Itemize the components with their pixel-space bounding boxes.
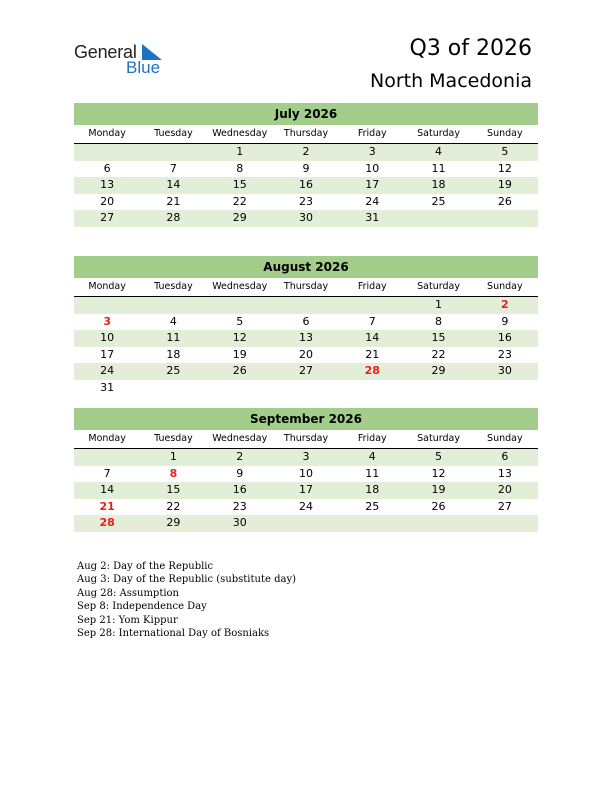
holiday-note: Sep 21: Yom Kippur bbox=[77, 614, 178, 626]
day-cell: 6 bbox=[501, 450, 509, 463]
week-row bbox=[74, 482, 538, 499]
week-row bbox=[74, 380, 538, 397]
day-cell bbox=[405, 515, 471, 532]
day-cell: 29 bbox=[232, 211, 247, 224]
week-row bbox=[74, 330, 538, 347]
day-cell: 1 bbox=[169, 450, 177, 463]
month-title: July 2026 bbox=[74, 103, 538, 125]
weekday-header-row bbox=[74, 278, 538, 297]
day-cell: 24 bbox=[298, 499, 313, 513]
weekday-label: Saturday bbox=[417, 128, 460, 139]
day-cell: 26 bbox=[431, 499, 446, 513]
day-cell bbox=[140, 297, 206, 314]
day-cell bbox=[140, 144, 206, 161]
weekday-label: Sunday bbox=[487, 433, 523, 444]
week-row bbox=[74, 449, 538, 466]
holiday-notes bbox=[77, 560, 296, 640]
weekday-label: Monday bbox=[88, 281, 126, 292]
day-cell bbox=[273, 380, 339, 397]
week-row bbox=[74, 297, 538, 314]
day-cell: 5 bbox=[236, 314, 244, 328]
day-cell: 10 bbox=[100, 331, 115, 344]
day-cell: 19 bbox=[497, 178, 512, 191]
day-cell: 29 bbox=[431, 364, 446, 377]
weekday-label: Tuesday bbox=[154, 281, 193, 292]
day-cell: 12 bbox=[431, 466, 446, 480]
month-title: September 2026 bbox=[74, 408, 538, 430]
day-cell bbox=[207, 380, 273, 397]
day-cell: 2 bbox=[302, 145, 310, 158]
day-cell: 31 bbox=[100, 380, 115, 394]
day-cell: 20 bbox=[100, 194, 115, 208]
week-row bbox=[74, 194, 538, 211]
weekday-header-row bbox=[74, 430, 538, 449]
day-cell: 9 bbox=[302, 161, 310, 175]
day-cell bbox=[207, 297, 273, 314]
day-cell bbox=[472, 515, 538, 532]
weekday-label: Friday bbox=[357, 433, 387, 444]
day-cell: 9 bbox=[236, 466, 244, 480]
day-cell: 21 bbox=[365, 347, 380, 361]
week-row bbox=[74, 515, 538, 532]
day-cell bbox=[339, 515, 405, 532]
day-cell: 11 bbox=[365, 466, 380, 480]
day-cell: 17 bbox=[298, 483, 313, 496]
day-cell: 20 bbox=[298, 347, 313, 361]
weekday-label: Tuesday bbox=[154, 128, 193, 139]
day-cell: 27 bbox=[100, 211, 115, 224]
day-cell: 8 bbox=[435, 314, 443, 328]
week-row bbox=[74, 210, 538, 227]
weekday-label: Saturday bbox=[417, 433, 460, 444]
week-row bbox=[74, 363, 538, 380]
day-cell: 15 bbox=[232, 178, 247, 191]
day-cell bbox=[273, 515, 339, 532]
weekday-label: Thursday bbox=[283, 281, 329, 292]
holiday-note: Aug 2: Day of the Republic bbox=[77, 561, 214, 572]
weekday-header-row bbox=[74, 125, 538, 144]
day-cell bbox=[472, 380, 538, 397]
day-cell: 14 bbox=[100, 483, 115, 496]
weekday-label: Thursday bbox=[283, 128, 329, 139]
day-cell bbox=[339, 297, 405, 314]
day-cell: 7 bbox=[368, 314, 376, 328]
day-cell: 19 bbox=[431, 483, 446, 496]
weekday-label: Wednesday bbox=[212, 128, 268, 139]
day-cell bbox=[405, 380, 471, 397]
day-cell bbox=[405, 210, 471, 227]
day-cell: 25 bbox=[166, 364, 181, 377]
day-cell: 27 bbox=[497, 499, 512, 513]
day-cell: 23 bbox=[232, 499, 247, 513]
day-cell: 10 bbox=[298, 466, 313, 480]
day-cell: 16 bbox=[298, 178, 313, 191]
day-cell bbox=[140, 380, 206, 397]
day-cell: 2 bbox=[236, 450, 244, 463]
week-row bbox=[74, 466, 538, 483]
day-cell: 13 bbox=[497, 466, 512, 480]
day-cell: 3 bbox=[302, 450, 310, 463]
holiday-note: Aug 28: Assumption bbox=[77, 587, 180, 599]
holiday-note: Aug 3: Day of the Republic (substitute day) bbox=[77, 574, 296, 586]
day-cell: 12 bbox=[497, 161, 512, 175]
week-row bbox=[74, 314, 538, 331]
weekday-label: Tuesday bbox=[154, 433, 193, 444]
day-cell: 6 bbox=[302, 314, 310, 328]
day-cell: 5 bbox=[501, 145, 509, 158]
week-row bbox=[74, 161, 538, 178]
day-cell: 28 bbox=[99, 516, 115, 529]
day-cell: 4 bbox=[169, 314, 177, 328]
day-cell: 23 bbox=[298, 194, 313, 208]
day-cell: 20 bbox=[497, 483, 512, 496]
weekday-label: Sunday bbox=[487, 281, 523, 292]
day-cell: 9 bbox=[501, 314, 509, 328]
weekday-label: Wednesday bbox=[212, 433, 268, 444]
week-row bbox=[74, 177, 538, 194]
day-cell: 25 bbox=[365, 499, 380, 513]
week-row bbox=[74, 144, 538, 161]
day-cell: 28 bbox=[166, 211, 181, 224]
day-cell: 22 bbox=[431, 347, 446, 361]
day-cell: 15 bbox=[431, 331, 446, 344]
day-cell: 2 bbox=[501, 298, 509, 311]
day-cell: 17 bbox=[100, 347, 115, 361]
day-cell: 30 bbox=[298, 211, 313, 224]
day-cell: 21 bbox=[99, 499, 115, 513]
day-cell: 22 bbox=[232, 194, 247, 208]
weekday-label: Monday bbox=[88, 128, 126, 139]
day-cell: 13 bbox=[100, 178, 115, 191]
weekday-label: Saturday bbox=[417, 281, 460, 292]
day-cell bbox=[339, 380, 405, 397]
weekday-label: Monday bbox=[88, 433, 126, 444]
day-cell bbox=[74, 144, 140, 161]
day-cell: 16 bbox=[497, 331, 512, 344]
day-cell: 3 bbox=[103, 314, 111, 328]
day-cell: 6 bbox=[103, 161, 111, 175]
day-cell: 31 bbox=[365, 211, 380, 224]
day-cell: 1 bbox=[236, 145, 244, 158]
brand-name-line2: Blue bbox=[126, 58, 161, 77]
day-cell bbox=[273, 297, 339, 314]
day-cell: 26 bbox=[497, 194, 512, 208]
month-calendar-august bbox=[74, 256, 538, 396]
day-cell: 7 bbox=[103, 466, 111, 480]
day-cell: 23 bbox=[497, 347, 512, 361]
day-cell bbox=[74, 297, 140, 314]
day-cell: 10 bbox=[365, 161, 380, 175]
brand-logo bbox=[74, 42, 174, 78]
month-title: August 2026 bbox=[74, 256, 538, 278]
day-cell: 30 bbox=[497, 364, 512, 377]
brand-name-line1: General bbox=[74, 42, 137, 62]
day-cell: 24 bbox=[100, 364, 115, 377]
day-cell: 11 bbox=[166, 331, 181, 344]
day-cell: 28 bbox=[364, 364, 380, 377]
day-cell: 4 bbox=[435, 145, 443, 158]
day-cell: 11 bbox=[431, 161, 446, 175]
day-cell: 30 bbox=[232, 516, 247, 529]
day-cell: 15 bbox=[166, 483, 181, 496]
weekday-label: Sunday bbox=[487, 128, 523, 139]
weekday-label: Wednesday bbox=[212, 281, 268, 292]
day-cell: 24 bbox=[365, 194, 380, 208]
page-title: Q3 of 2026 bbox=[409, 36, 532, 61]
day-cell: 14 bbox=[365, 331, 380, 344]
day-cell: 18 bbox=[166, 347, 181, 361]
month-calendar-september bbox=[74, 408, 538, 532]
day-cell: 26 bbox=[232, 364, 247, 377]
day-cell bbox=[74, 449, 140, 466]
week-row bbox=[74, 347, 538, 364]
day-cell: 19 bbox=[232, 347, 247, 361]
day-cell: 8 bbox=[169, 466, 178, 480]
day-cell: 16 bbox=[232, 483, 247, 496]
day-cell: 22 bbox=[166, 499, 181, 513]
day-cell: 7 bbox=[169, 161, 177, 175]
day-cell: 12 bbox=[232, 331, 247, 344]
weekday-label: Friday bbox=[357, 281, 387, 292]
day-cell: 18 bbox=[365, 483, 380, 496]
day-cell: 29 bbox=[166, 516, 181, 529]
page-subtitle: North Macedonia bbox=[369, 70, 532, 92]
week-row bbox=[74, 499, 538, 516]
weekday-label: Friday bbox=[357, 128, 387, 139]
day-cell: 5 bbox=[435, 450, 443, 463]
day-cell: 13 bbox=[298, 331, 313, 344]
holiday-note: Sep 28: International Day of Bosniaks bbox=[77, 628, 270, 640]
day-cell: 3 bbox=[368, 145, 376, 158]
day-cell: 4 bbox=[368, 450, 376, 463]
day-cell: 1 bbox=[435, 298, 443, 311]
day-cell: 17 bbox=[365, 178, 380, 191]
day-cell: 25 bbox=[431, 194, 446, 208]
day-cell: 8 bbox=[236, 161, 244, 175]
day-cell: 27 bbox=[298, 364, 313, 377]
day-cell: 21 bbox=[166, 194, 181, 208]
day-cell: 14 bbox=[166, 178, 181, 191]
day-cell: 18 bbox=[431, 178, 446, 191]
day-cell bbox=[472, 210, 538, 227]
month-calendar-july bbox=[74, 103, 538, 227]
holiday-note: Sep 8: Independence Day bbox=[77, 601, 207, 613]
weekday-label: Thursday bbox=[283, 433, 329, 444]
